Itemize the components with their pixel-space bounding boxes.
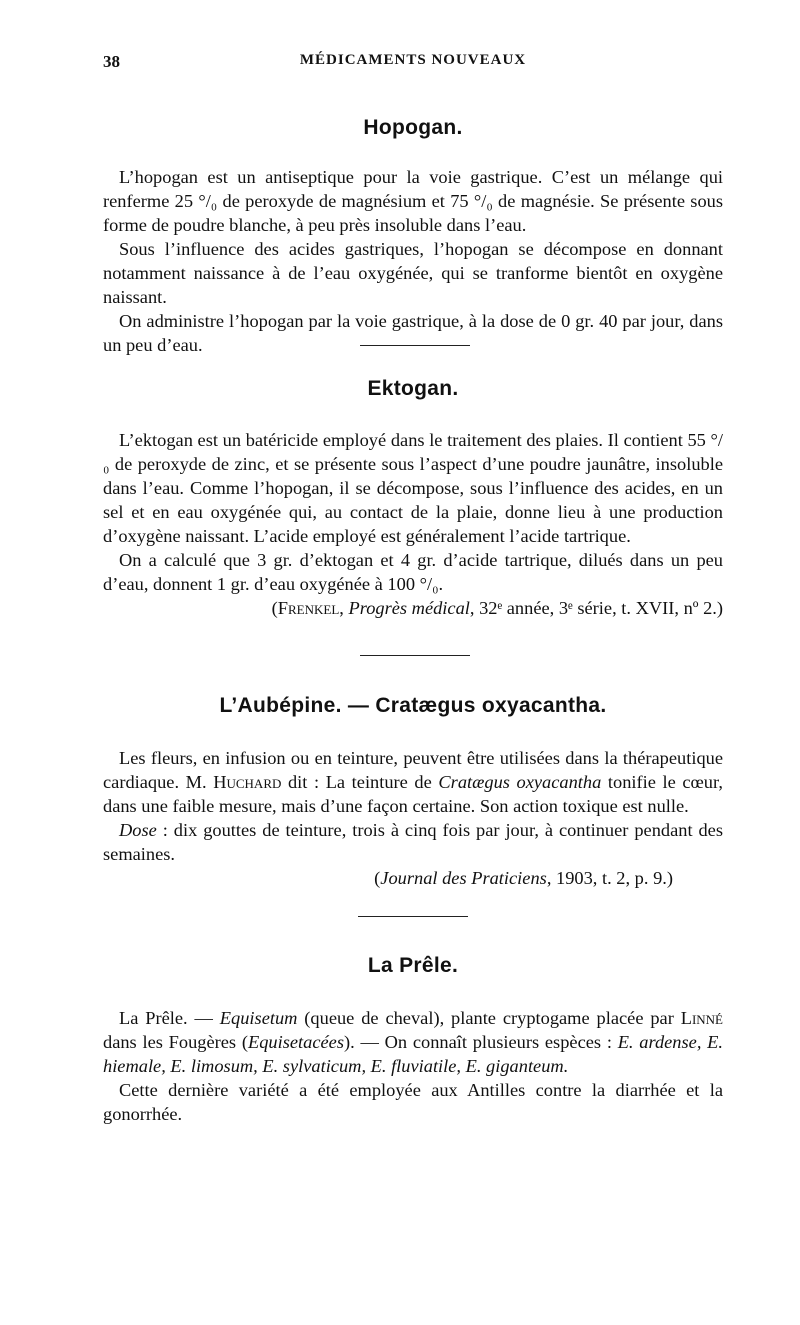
author-name: Huchard [213, 772, 282, 792]
paragraph: Cette dernière variété a été employée aux Antilles contre la diarrhée et la gonorrhée. [103, 1080, 723, 1124]
citation-journal: Progrès médical [348, 598, 470, 618]
paragraph: On a calculé que 3 gr. d’ektogan et 4 gr. d’acide tartrique, dilués dans un peu d’eau, donnent 1 gr. d’eau oxygénée à 100 °/₀. [103, 550, 723, 594]
running-head [103, 52, 723, 76]
citation: (Frenkel, Progrès médical, 32ᵉ année, 3ᵉ série, t. XVII, nº 2.) [271, 598, 723, 618]
family-name: Equisetacées [247, 1032, 344, 1052]
paragraph: Les fleurs, en infusion ou en teinture, peuvent être utilisées dans la thérapeutique cardiaque. M. Huchard dit : La teinture de Cratægus oxyacantha tonifie le cœur, dans une faible mesure, mais d’une façon certaine. Son action toxique est nulle. [103, 748, 723, 816]
species-list: E. ardense, E. hiemale, E. limosum, E. sylvaticum, E. fluviatile, E. giganteum. [103, 1032, 724, 1076]
section-divider [358, 916, 468, 917]
author-name: Linné [680, 1008, 723, 1028]
section-title: Ektogan. [367, 377, 459, 400]
section-aubepine [103, 694, 723, 890]
dose-label: Dose [119, 820, 157, 840]
paragraph: La Prêle. — Equisetum (queue de cheval), plante cryptogame placée par Linné dans les Fougères (Equisetacées). — On connaît plusieurs espèces : E. ardense, E. hiemale, E. limosum, E. sylvaticum, E. fluviatile, E. giganteum. [103, 1008, 724, 1076]
section-hopogan [103, 116, 723, 357]
section-divider [360, 345, 470, 346]
plant-name: Cratægus oxyacantha [438, 772, 602, 792]
section-ektogan [103, 377, 723, 620]
citation: (Journal des Praticiens, 1903, t. 2, p. 9.) [374, 868, 673, 888]
section-prele [103, 954, 723, 1126]
section-title: Hopogan. [363, 116, 463, 139]
running-title: MÉDICAMENTS NOUVEAUX [299, 52, 527, 68]
paragraph: L’hopogan est un antiseptique pour la voie gastrique. C’est un mélange qui renferme 25 °/₀ de peroxyde de magnésium et 75 °/₀ de magnésie. Se présente sous forme de poudre blanche, à peu près insoluble dans l’eau. [103, 167, 723, 235]
paragraph: Sous l’influence des acides gastriques, l’hopogan se décompose en donnant notamment naissance à de l’eau oxygénée, qui se tranforme bientôt en oxygène naissant. [103, 239, 723, 307]
citation-author: Frenkel [277, 598, 340, 618]
section-divider [360, 655, 470, 656]
page-number: 38 [103, 52, 120, 71]
section-title: L’Aubépine. — Cratægus oxyacantha. [219, 694, 607, 717]
paragraph: L’ektogan est un batéricide employé dans le traitement des plaies. Il contient 55 °/₀ de peroxyde de zinc, et se présente sous l’aspect d’une poudre jaunâtre, insoluble dans l’eau. Comme l’hopogan, il se décompose, sous l’influence des acides, en un sel et en eau oxygénée qui, au contact de la plaie, donne lieu à une production d’oxygène naissant. L’acide employé est généralement l’acide tartrique. [103, 430, 723, 546]
paragraph: On administre l’hopogan par la voie gastrique, à la dose de 0 gr. 40 par jour, dans un peu d’eau. [103, 311, 723, 355]
citation-journal: Journal des Praticiens [380, 868, 547, 888]
genus-name: Equisetum [219, 1008, 298, 1028]
paragraph: Dose : dix gouttes de teinture, trois à cinq fois par jour, à continuer pendant des semaines. [103, 820, 723, 864]
section-title: La Prêle. [367, 954, 459, 977]
